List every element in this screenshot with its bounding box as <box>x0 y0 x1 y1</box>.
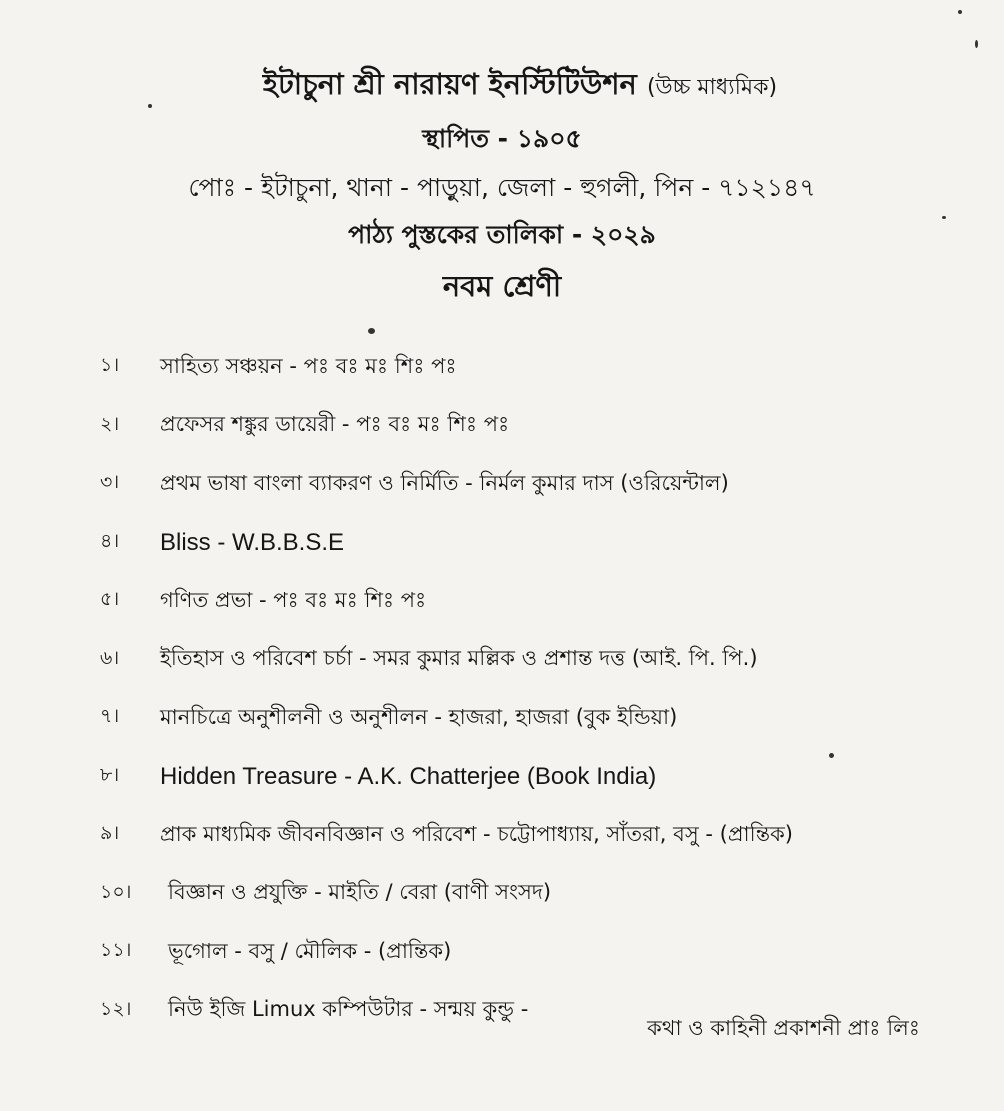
item-number: ৭। <box>100 705 120 728</box>
item-text: প্রথম ভাষা বাংলা ব্যাকরণ ও নির্মিতি - নির্মল কুমার দাস (ওরিয়েন্টাল) <box>160 470 729 495</box>
list-item <box>100 806 980 865</box>
established: স্থাপিত - ১৯০৫ <box>422 124 582 153</box>
header <box>0 62 1004 313</box>
item-text: Hidden Treasure - A.K. Chatterjee (Book India) <box>160 762 657 790</box>
item-text: Bliss - W.B.B.S.E <box>160 528 345 556</box>
item-number: ১১। <box>100 939 132 962</box>
item-number: ৬। <box>100 646 120 669</box>
item-number: ৫। <box>100 588 120 611</box>
list-item <box>100 455 980 514</box>
publisher: কথা ও কাহিনী প্রকাশনী প্রাঃ লিঃ <box>647 1016 920 1040</box>
list-title: পাঠ্য পুস্তকের তালিকা - ২০২৯ <box>348 220 656 249</box>
class-name: নবম শ্রেণী <box>442 269 562 303</box>
item-text: ইতিহাস ও পরিবেশ চর্চা - সমর কুমার মল্লিক ও প্রশান্ত দত্ত (আই. পি. পি.) <box>160 646 758 671</box>
item-number: ২। <box>100 412 120 435</box>
list-item <box>100 514 980 573</box>
list-item <box>100 572 980 631</box>
item-number: ৪। <box>100 529 120 552</box>
address: পোঃ - ইটাচুনা, থানা - পাড়ুয়া, জেলা - হুগলী, পিন - ৭১২১৪৭ <box>188 173 816 202</box>
item-text: মানচিত্রে অনুশীলনী ও অনুশীলন - হাজরা, হাজরা (বুক ইন্ডিয়া) <box>160 704 678 729</box>
item-text: গণিত প্রভা - পঃ বঃ মঃ শিঃ পঃ <box>160 587 427 612</box>
ink-speck <box>975 40 978 48</box>
item-text: সাহিত্য সঞ্চয়ন - পঃ বঃ মঃ শিঃ পঃ <box>160 353 457 378</box>
school-name-line <box>36 62 1004 111</box>
ink-speck <box>148 104 152 108</box>
ink-speck <box>942 216 946 219</box>
school-name: ইটাচুনা শ্রী নারায়ণ ইনস্টিটিউশন <box>262 67 637 101</box>
ink-speck <box>829 753 834 758</box>
ink-speck <box>368 328 375 334</box>
item-number: ১০। <box>100 880 132 903</box>
item-number: ১২। <box>100 997 132 1020</box>
list-item <box>100 923 980 982</box>
item-text: বিজ্ঞান ও প্রযুক্তি - মাইতি / বেরা (বাণী সংসদ) <box>168 880 552 905</box>
item-text: প্রাক মাধ্যমিক জীবনবিজ্ঞান ও পরিবেশ - চট্টোপাধ্যায়, সাঁতরা, বসু - (প্রান্তিক) <box>160 821 793 846</box>
item-number: ৮। <box>100 763 120 786</box>
item-text: নিউ ইজি Limux কম্পিউটার - সন্ময় কুন্ডু - <box>168 997 529 1022</box>
item-number: ৯। <box>100 822 120 845</box>
list-item <box>100 338 980 397</box>
item-text: প্রফেসর শঙ্কুর ডায়েরী - পঃ বঃ মঃ শিঃ পঃ <box>160 412 510 437</box>
ink-speck <box>958 10 962 14</box>
book-list <box>100 338 980 1040</box>
list-item <box>100 397 980 456</box>
school-level: (উচ্চ মাধ্যমিক) <box>646 75 778 100</box>
item-text: ভূগোল - বসু / মৌলিক - (প্রান্তিক) <box>168 938 452 963</box>
list-item <box>100 748 980 807</box>
list-item <box>100 865 980 924</box>
list-item <box>100 689 980 748</box>
item-number: ১। <box>100 354 120 377</box>
item-number: ৩। <box>100 471 120 494</box>
list-item <box>100 631 980 690</box>
